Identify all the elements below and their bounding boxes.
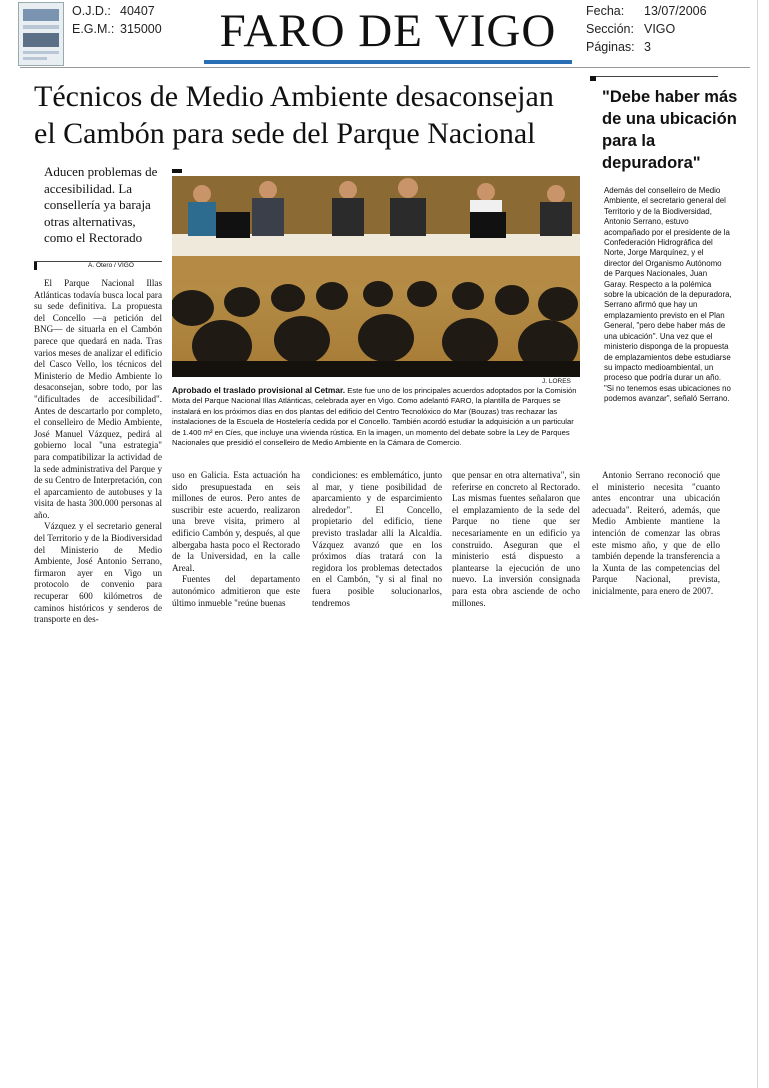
page-title: Técnicos de Medio Ambiente desaconsejan el Cambón para sede del Parque Nacional <box>34 80 554 150</box>
sidebar-marker <box>590 76 596 81</box>
masthead-rule <box>204 60 572 64</box>
page-right-edge <box>757 0 758 1088</box>
article-paragraph: Fuentes del departamento autonómico admitieron que este último inmueble "reúne buenas <box>172 574 300 608</box>
egm-value: 315000 <box>120 22 162 36</box>
news-photo <box>172 176 580 377</box>
page-divider <box>20 67 750 68</box>
article-column-5 <box>592 470 720 598</box>
egm-label: E.G.M.: <box>72 22 115 36</box>
article-paragraph: que pensar en otra alternativa", sin referirse en concreto al Rectorado. Las mismas fuentes señalaron que el emplazamiento de la sede del Parque no tiene que ser necesariamente en un edificio ya construido. Aseguran que el ministerio está dispuesto a plantearse la ejecución de uno nuevo. La inversión consignada para esta obra asciende de ocho millones. <box>452 470 580 608</box>
caption-text: Este fue uno de los principales acuerdos adoptados por la Comisión Mixta del Parque Nacional Illas Atlánticas, celebrada ayer en Vigo. Como adelantó FARO, la plantilla de Parques se instalará en los próximos días en dos plantas del edificio del Centro Tecnolóxico do Mar (Bouzas) tras rechazar las instalaciones de la Escuela de Hostelería cedida por el Concello. También acordó estudiar la adquisición a un particular de 1.400 m² en Cíes, que incluye una vivienda rústica. En la imagen, un momento del debate sobre la Ley de Parques Nacionales que presidió el conselleiro de Medio Ambiente en la Cámara de Comercio. <box>172 386 577 448</box>
photo-caption <box>172 385 580 448</box>
article-paragraph: Vázquez y el secretario general del Territorio y de la Biodiversidad del Ministerio de Medio Ambiente, José Antonio Serrano, firmaron ayer en Vigo un protocolo de convenio para recuperar 600 kilómetros de caminos históricos y senderos de transporte en des- <box>34 521 162 625</box>
article-paragraph: Antonio Serrano reconoció que el ministerio necesita "cuanto antes encontrar una ubicación adecuada". Reiteró, además, que Medio Ambiente mantiene la intención de comenzar las obras este mismo año, y que de ello también depende la transferencia a la Xunta de las competencias del Parque Nacional, prevista, inicialmente, para enero de 2007. <box>592 470 720 596</box>
pages-value: 3 <box>644 40 651 54</box>
article-subhead: Aducen problemas de accesibilidad. La consellería ya baraja otras alternativas, como el Rectorado <box>44 164 158 245</box>
photo-credit: J. LORES <box>542 378 571 385</box>
article-column-1 <box>34 278 162 626</box>
article-paragraph: El Parque Nacional Illas Atlánticas todavía busca local para su sede definitiva. La propuesta del Concello —a petición del BNG— de situarla en el Cambón parece que quedará en nada. Tras varios meses de analizar el edificio del Casco Vello, los técnicos del Ministerio de Medio Ambiente lo desaconsejan, sobre todo, por las "dificultades de accesibilidad". Antes de descartarlo por completo, el conselleiro de Medio Ambiente, José Manuel Vázquez, pedirá al gobierno local "una estrategia" para compatibilizar la actividad de la sede administrativa del Parque y de su Centro de Interpretación, con el aparcamiento de autobuses y la visita de hasta 300.000 personas al año. <box>34 278 162 520</box>
pages-label: Páginas: <box>586 40 635 54</box>
article-column-3 <box>312 470 442 609</box>
article-paragraph: condiciones: es emblemático, junto al mar, y tiene posibilidad de aparcamiento y de esparcimiento alrededor". El Concello, propietario del edificio, tiene previsto trasladar allí la Alcaldía. Vázquez avanzó que en los próximos días tratará con la regidora los problemas detectados en el Cambón, "y si al final no fuera posible solucionarlos, tendremos <box>312 470 442 608</box>
ojd-label: O.J.D.: <box>72 4 111 18</box>
sidebar-body: Además del conselleiro de Medio Ambiente, el secretario general del Territorio y de la Biodiversidad, Antonio Serrano, estuvo acompañado por el presidente de la Confederación Hidrográfica del Norte, Jorge Marquínez, y el director del Organismo Autónomo de Parques Nacionales, Juan Garay. Respecto a la polémica sobre la ubicación de la depuradora, Serrano afirmó que hay un emplazamiento previsto en el Plan General, "pero debe haber más de una ubicación". Una vez que el ministerio disponga de la propuesta de emplazamientos debe estudiarse su impacto medioambiental, un proceso que podría durar un año. "Si no tenemos esas ubicaciones no podemos avanzar", señaló Serrano. <box>604 186 732 404</box>
sidebar-title: "Debe haber más de una ubicación para la depuradora" <box>602 88 738 172</box>
section-label: Sección: <box>586 22 634 36</box>
byline-marker <box>34 262 37 270</box>
article-column-2 <box>172 470 300 609</box>
section-value: VIGO <box>644 22 676 36</box>
article-column-4 <box>452 470 580 609</box>
byline: A. Otero / VIGO <box>88 262 134 269</box>
sidebar-rule <box>590 76 718 77</box>
ojd-value: 40407 <box>120 4 155 18</box>
photo-marker <box>172 169 182 173</box>
date-value: 13/07/2006 <box>644 4 707 18</box>
source-logo <box>18 2 64 66</box>
masthead: FARO DE VIGO <box>219 5 557 57</box>
caption-title: Aprobado el traslado provisional al Cetmar. <box>172 385 346 395</box>
date-label: Fecha: <box>586 4 625 18</box>
article-paragraph: uso en Galicia. Esta actuación ha sido presupuestada en seis millones de euros. Pero antes de suscribir este acuerdo, realizaron una breve visita, primero al edificio Cambón y, después, al que albergaba hasta poco el Rectorado de la Universidad, en la calle Areal. <box>172 470 300 573</box>
